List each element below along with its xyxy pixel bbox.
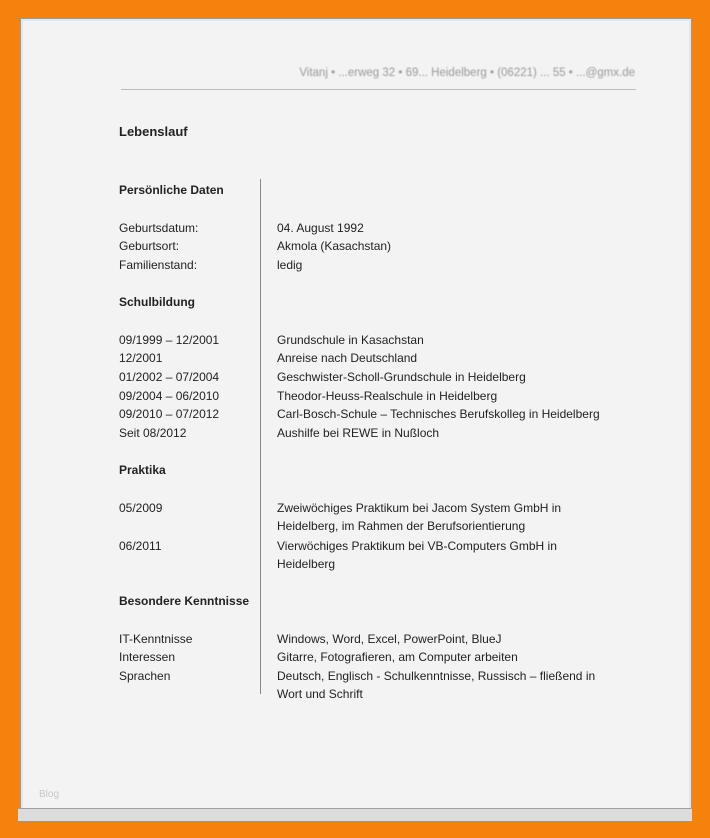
- document-title: Lebenslauf: [119, 124, 188, 139]
- row-value: Aushilfe bei REWE in Nußloch: [277, 426, 440, 440]
- row-value: Windows, Word, Excel, PowerPoint, BlueJ: [277, 632, 502, 646]
- row-value-continued: Heidelberg: [277, 557, 336, 571]
- row-label: 09/2010 – 07/2012: [119, 407, 220, 421]
- row-label: Sprachen: [119, 669, 171, 683]
- row-label: Seit 08/2012: [119, 426, 187, 440]
- row-label: 05/2009: [119, 501, 163, 515]
- row-value: Carl-Bosch-Schule – Technisches Berufskolleg in Heidelberg: [277, 407, 600, 421]
- row-value-continued: Wort und Schrift: [277, 687, 363, 701]
- row-value: Vierwöchiges Praktikum bei VB-Computers GmbH in: [277, 539, 557, 553]
- row-value: Anreise nach Deutschland: [277, 351, 418, 365]
- row-label: Geburtsort:: [119, 239, 180, 253]
- header-divider: [121, 89, 636, 90]
- row-value: ledig: [277, 258, 303, 272]
- row-label: Interessen: [119, 650, 176, 664]
- row-value: Gitarre, Fotografieren, am Computer arbeiten: [277, 650, 518, 664]
- section-heading: Besondere Kenntnisse: [119, 594, 250, 608]
- contact-header: Vitanj • ...erweg 32 • 69... Heidelberg • (06221) ... 55 • ...@gmx.de: [299, 67, 635, 79]
- row-label: 06/2011: [119, 539, 162, 553]
- row-label: 09/1999 – 12/2001: [119, 333, 220, 347]
- row-label: IT-Kenntnisse: [119, 632, 193, 646]
- watermark: Blog: [39, 789, 60, 800]
- row-label: 09/2004 – 06/2010: [119, 389, 220, 403]
- section-heading: Praktika: [119, 463, 166, 477]
- row-value: Akmola (Kasachstan): [277, 239, 392, 253]
- row-value: Zweiwöchiges Praktikum bei Jacom System GmbH in: [277, 501, 562, 515]
- row-label: Geburtsdatum:: [119, 221, 199, 235]
- section-heading: Persönliche Daten: [119, 183, 224, 197]
- row-value: Theodor-Heuss-Realschule in Heidelberg: [277, 389, 498, 403]
- row-value: Grundschule in Kasachstan: [277, 333, 424, 347]
- section-heading: Schulbildung: [119, 295, 195, 309]
- row-value-continued: Heidelberg, im Rahmen der Berufsorientierung: [277, 519, 526, 533]
- document-page: [20, 18, 692, 820]
- row-value: Geschwister-Scholl-Grundschule in Heidelberg: [277, 370, 526, 384]
- row-label: 12/2001: [119, 351, 163, 365]
- status-bar: [18, 808, 692, 821]
- row-value: 04. August 1992: [277, 221, 364, 235]
- row-label: 01/2002 – 07/2004: [119, 370, 220, 384]
- row-label: Familienstand:: [119, 258, 198, 272]
- row-value: Deutsch, Englisch - Schulkenntnisse, Russisch – fließend in: [277, 669, 596, 683]
- column-divider: [260, 179, 261, 694]
